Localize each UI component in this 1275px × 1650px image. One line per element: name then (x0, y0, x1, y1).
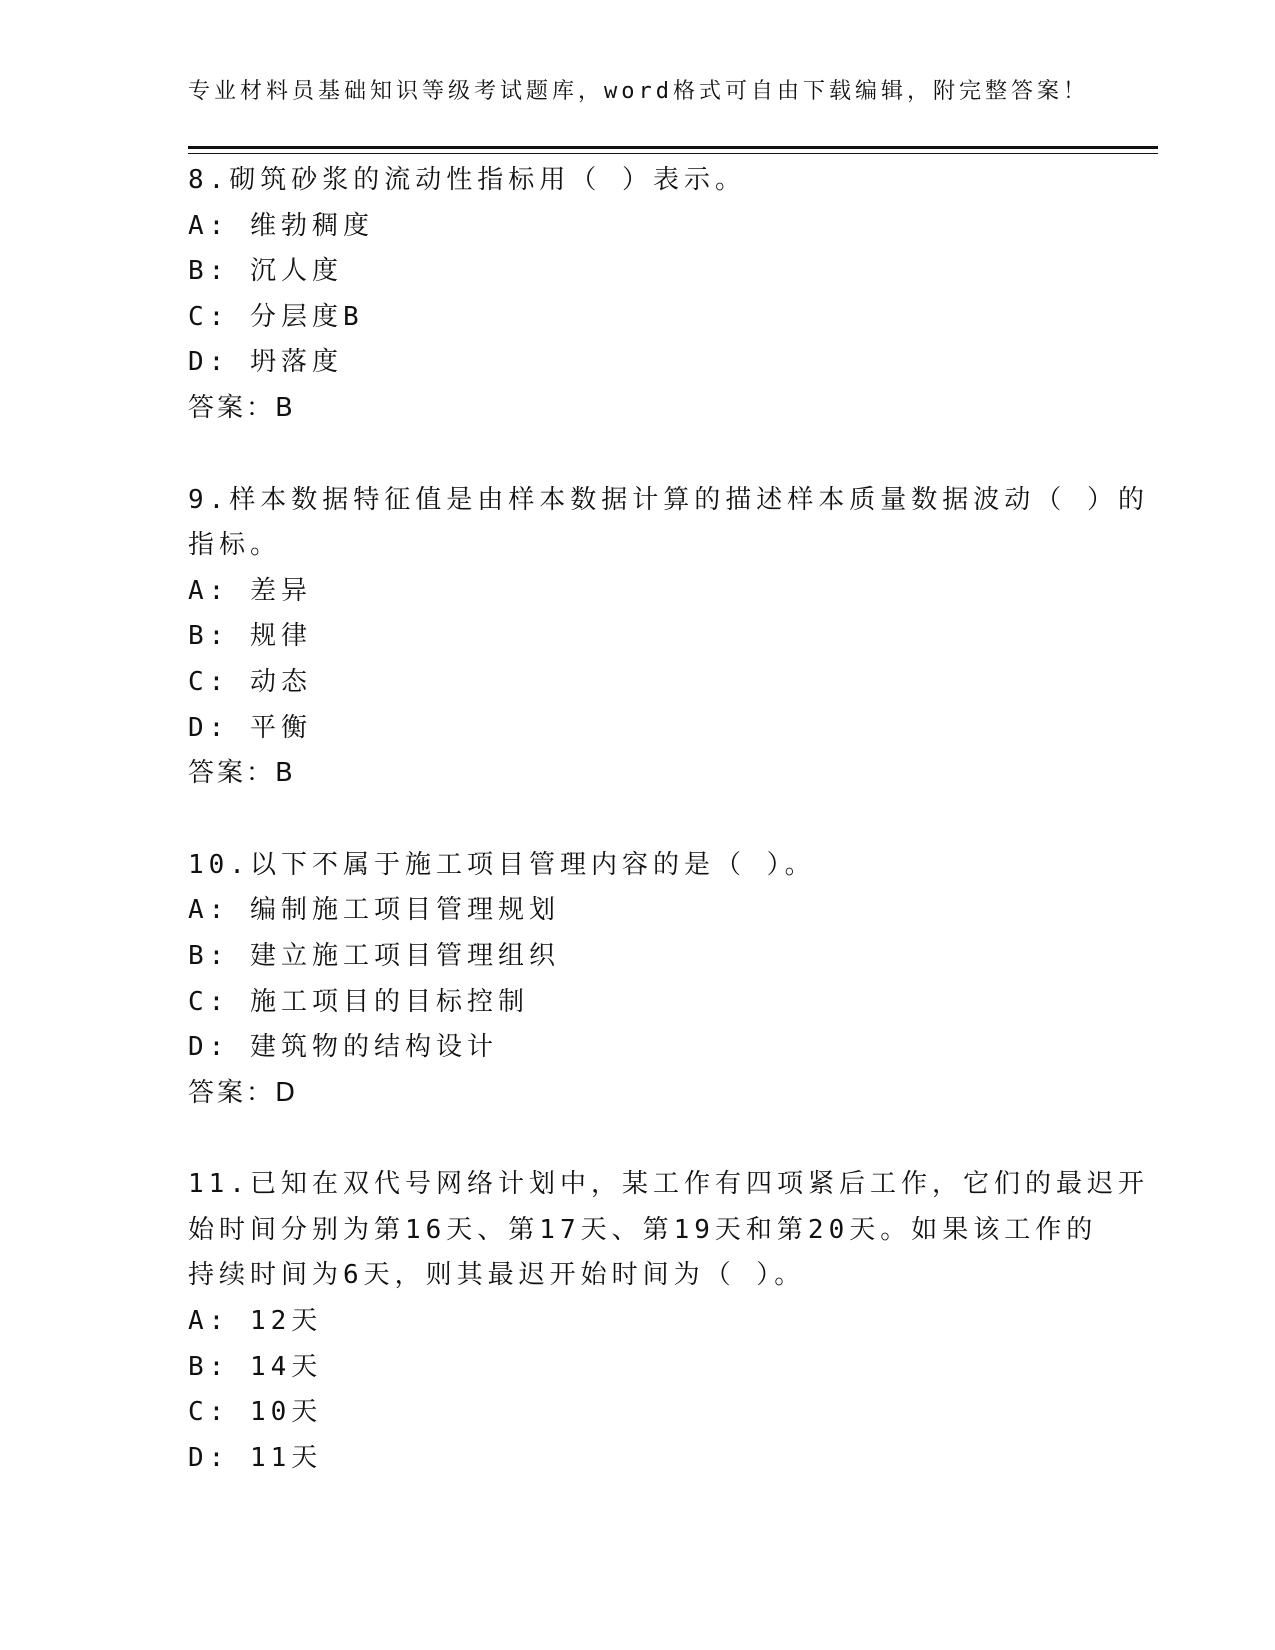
answer-line: 答案：B (188, 758, 296, 789)
question-list (188, 158, 1149, 1527)
question-stem: 10.以下不属于施工项目管理内容的是（ ）。 (188, 849, 816, 880)
option-a: A: 12天 (188, 1306, 323, 1337)
header-rule-thin (188, 153, 1158, 154)
question-stem: 9.样本数据特征值是由样本数据计算的描述样本质量数据波动（ ）的 (188, 484, 1149, 515)
option-b: B: 规律 (188, 621, 312, 652)
header-rule-thick (188, 146, 1158, 149)
answer-line: 答案：D (188, 1077, 299, 1108)
question-11 (188, 1162, 1149, 1481)
question-stem: 8.砌筑砂浆的流动性指标用（ ）表示。 (188, 165, 746, 195)
option-c: C: 施工项目的目标控制 (188, 986, 529, 1017)
option-c: C: 动态 (188, 666, 312, 697)
question-9 (188, 478, 1149, 797)
option-d: D: 建筑物的结构设计 (188, 1032, 498, 1063)
question-8 (188, 158, 1088, 432)
option-d: D: 平衡 (188, 712, 312, 743)
option-a: A: 维勃稠度 (188, 210, 374, 241)
option-b: B: 14天 (188, 1351, 323, 1382)
option-d: D: 11天 (188, 1442, 323, 1473)
question-stem: 11.已知在双代号网络计划中，某工作有四项紧后工作，它们的最迟开 (188, 1169, 1149, 1200)
question-stem-continued: 指标。 (188, 530, 282, 561)
option-b: B: 建立施工项目管理组织 (188, 940, 560, 971)
question-stem-continued: 始时间分别为第16天、第17天、第19天和第20天。如果该工作的 (188, 1214, 1098, 1245)
question-stem-continued: 持续时间为6天，则其最迟开始时间为（ ）。 (188, 1260, 806, 1291)
question-10 (188, 843, 1088, 1117)
answer-line: 答案：B (188, 392, 296, 423)
page-header: 专业材料员基础知识等级考试题库，word格式可自由下载编辑，附完整答案！ (188, 79, 1089, 104)
option-d: D: 坍落度 (188, 347, 343, 378)
option-a: A: 差异 (188, 575, 312, 606)
option-c: C: 分层度B (188, 301, 364, 332)
option-b: B: 沉人度 (188, 256, 343, 287)
option-a: A: 编制施工项目管理规划 (188, 895, 560, 926)
option-c: C: 10天 (188, 1397, 323, 1428)
